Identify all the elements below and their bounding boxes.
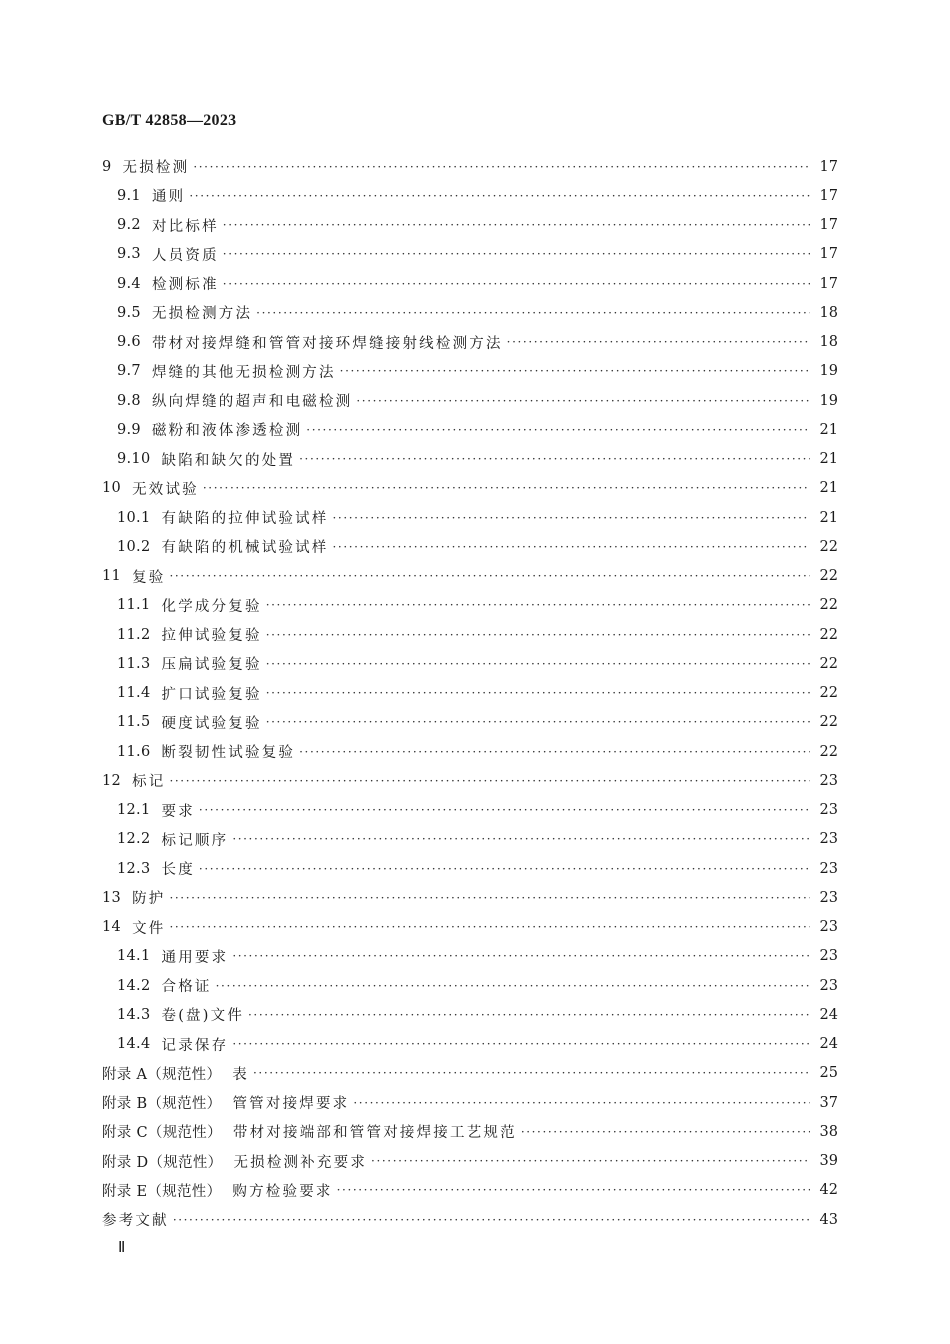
toc-entry-number: 9.5	[117, 304, 141, 321]
toc-entry-page: 24	[819, 1006, 838, 1023]
toc-entry-number: 9	[102, 158, 112, 175]
toc-entry-title: 有缺陷的机械试验试样	[161, 540, 329, 557]
toc-entry[interactable]	[102, 445, 838, 474]
dot-leader	[306, 423, 810, 437]
toc-entry-title: 扩口试验复验	[161, 686, 262, 703]
toc-entry-number: 附录 A（规范性）	[102, 1066, 222, 1083]
toc-entry[interactable]	[102, 620, 838, 649]
toc-entry[interactable]	[102, 708, 838, 737]
toc-entry-title: 断裂韧性试验复验	[161, 745, 296, 762]
toc-entry-title: 防护	[132, 891, 166, 908]
toc-entry-title: 通用要求	[161, 949, 229, 966]
dot-leader	[203, 481, 810, 495]
toc-entry[interactable]	[102, 1088, 838, 1117]
dot-leader	[193, 160, 810, 174]
dot-leader	[199, 803, 810, 817]
toc-entry-number: 附录 D（规范性）	[102, 1154, 223, 1171]
toc-entry-page: 22	[819, 655, 838, 672]
toc-entry-page: 21	[819, 451, 838, 468]
toc-entry[interactable]	[102, 357, 838, 386]
toc-entry-number: 11.6	[117, 743, 151, 760]
toc-entry-page: 17	[819, 246, 838, 263]
toc-entry[interactable]	[102, 591, 838, 620]
toc-entry-title: 化学成分复验	[161, 598, 262, 615]
toc-entry[interactable]	[102, 386, 838, 415]
toc-entry-page: 22	[819, 568, 838, 585]
toc-entry-number: 9.4	[117, 275, 141, 292]
toc-entry-page: 39	[819, 1153, 838, 1170]
toc-entry[interactable]	[102, 269, 838, 298]
toc-entry-page: 23	[819, 977, 838, 994]
toc-entry[interactable]	[102, 1000, 838, 1029]
toc-entry-number: 附录 B（规范性）	[102, 1096, 222, 1113]
dot-leader	[266, 657, 810, 671]
toc-entry-page: 23	[819, 772, 838, 789]
toc-entry-number: 9.8	[117, 392, 141, 409]
page-number: Ⅱ	[118, 1240, 126, 1256]
toc-entry-page: 22	[819, 714, 838, 731]
dot-leader	[299, 452, 810, 466]
toc-entry-page: 23	[819, 948, 838, 965]
dot-leader	[189, 189, 810, 203]
dot-leader	[333, 511, 811, 525]
toc-entry[interactable]	[102, 532, 838, 561]
toc-entry-page: 23	[819, 802, 838, 819]
toc-entry-title: 无损检测补充要求	[233, 1154, 368, 1171]
toc-entry-number: 附录 E（规范性）	[102, 1183, 222, 1200]
dot-leader	[266, 628, 810, 642]
toc-entry-title: 卷(盘)文件	[161, 1008, 245, 1025]
dot-leader	[199, 862, 810, 876]
toc-entry-number: 11	[102, 568, 122, 585]
toc-entry-title: 购方检验要求	[232, 1183, 333, 1200]
toc-entry[interactable]	[102, 679, 838, 708]
dot-leader	[266, 715, 810, 729]
toc-entry-page: 22	[819, 685, 838, 702]
toc-entry[interactable]	[102, 503, 838, 532]
toc-entry[interactable]	[102, 942, 838, 971]
toc-entry-number: 11.5	[117, 714, 151, 731]
toc-entry-page: 19	[819, 392, 838, 409]
toc-entry-page: 22	[819, 743, 838, 760]
dot-leader	[371, 1154, 810, 1168]
toc-entry[interactable]	[102, 298, 838, 327]
toc-entry-title: 对比标样	[151, 218, 219, 235]
toc-entry-number: 14.2	[117, 977, 151, 994]
toc-entry-page: 21	[819, 509, 838, 526]
toc-entry[interactable]	[102, 1059, 838, 1088]
dot-leader	[337, 1183, 810, 1197]
dot-leader	[173, 1213, 810, 1227]
toc-entry-number: 14.3	[117, 1006, 151, 1023]
toc-entry-page: 18	[819, 304, 838, 321]
toc-entry-title: 硬度试验复验	[161, 715, 262, 732]
dot-leader	[232, 949, 810, 963]
dot-leader	[340, 364, 810, 378]
toc-entry-number: 9.9	[117, 421, 141, 438]
toc-entry-number: 12.1	[117, 802, 151, 819]
toc-entry-title: 长度	[161, 862, 195, 879]
toc-entry-page: 19	[819, 363, 838, 380]
toc-entry-title: 焊缝的其他无损检测方法	[151, 364, 336, 381]
toc-entry-title: 标记	[132, 774, 166, 791]
toc-entry-title: 文件	[132, 920, 166, 937]
dot-leader	[256, 306, 810, 320]
dot-leader	[169, 774, 810, 788]
toc-entry[interactable]	[102, 240, 838, 269]
toc-entry-page: 17	[819, 187, 838, 204]
toc-entry-page: 23	[819, 831, 838, 848]
dot-leader	[333, 540, 811, 554]
toc-entry-page: 24	[819, 1036, 838, 1053]
dot-leader	[169, 920, 810, 934]
toc-entry[interactable]	[102, 1030, 838, 1059]
toc-entry-number: 9.6	[117, 334, 141, 351]
toc-entry-title: 通则	[151, 189, 186, 206]
toc-entry-title: 带材对接焊缝和管管对接环焊缝接射线检测方法	[151, 335, 503, 352]
toc-entry-number: 14.4	[117, 1036, 151, 1053]
toc-entry-page: 22	[819, 538, 838, 555]
toc-entry-page: 18	[819, 334, 838, 351]
toc-entry-title: 无效试验	[132, 481, 199, 498]
dot-leader	[223, 277, 810, 291]
dot-leader	[169, 891, 810, 905]
toc-entry-page: 17	[819, 275, 838, 292]
toc-entry[interactable]	[102, 766, 838, 795]
toc-entry-number: 9.10	[117, 451, 151, 468]
toc-entry-number: 12.3	[117, 860, 151, 877]
toc-entry-title: 带材对接端部和管管对接焊接工艺规范	[232, 1125, 517, 1142]
toc-entry[interactable]	[102, 1205, 838, 1234]
toc-entry[interactable]	[102, 913, 838, 942]
toc-entry-title: 人员资质	[151, 247, 219, 264]
dot-leader	[266, 598, 810, 612]
toc-entry[interactable]	[102, 796, 838, 825]
toc-entry-number: 14	[102, 919, 122, 936]
toc-entry-page: 43	[819, 1211, 838, 1228]
toc-entry-number: 11.2	[117, 626, 151, 643]
toc-entry-page: 23	[819, 919, 838, 936]
dot-leader	[266, 686, 810, 700]
toc-entry[interactable]	[102, 328, 838, 357]
toc-entry-title: 标记顺序	[161, 832, 229, 849]
toc-entry[interactable]	[102, 415, 838, 444]
toc-entry-page: 23	[819, 889, 838, 906]
toc-entry[interactable]	[102, 825, 838, 854]
toc-entry-title: 纵向焊缝的超声和电磁检测	[151, 394, 353, 411]
toc-entry[interactable]	[102, 152, 838, 181]
toc-entry-page: 23	[819, 860, 838, 877]
toc-entry-page: 37	[819, 1094, 838, 1111]
toc-entry-number: 12	[102, 772, 122, 789]
toc-entry-title: 无损检测方法	[151, 306, 253, 323]
toc-entry-number: 10	[102, 480, 122, 497]
dot-leader	[299, 745, 810, 759]
toc-entry-number: 附录 C（规范性）	[102, 1125, 222, 1142]
toc-entry-page: 21	[819, 480, 838, 497]
toc-entry-number: 9.3	[117, 246, 141, 263]
toc-entry[interactable]	[102, 474, 838, 503]
toc-entry-number: 11.3	[117, 655, 151, 672]
toc-entry[interactable]	[102, 854, 838, 883]
toc-entry[interactable]	[102, 649, 838, 678]
toc-entry[interactable]	[102, 181, 838, 210]
dot-leader	[169, 569, 810, 583]
toc-entry-title: 拉伸试验复验	[161, 628, 262, 645]
toc-entry-page: 17	[819, 158, 838, 175]
table-of-contents	[102, 152, 838, 1234]
toc-entry-number: 9.7	[117, 363, 141, 380]
dot-leader	[223, 247, 810, 261]
toc-entry-title: 检测标准	[151, 277, 219, 294]
toc-entry[interactable]	[102, 1147, 838, 1176]
toc-entry-number: 10.1	[117, 509, 151, 526]
toc-entry-title: 表	[232, 1066, 249, 1083]
toc-entry[interactable]	[102, 737, 838, 766]
toc-entry-page: 22	[819, 626, 838, 643]
toc-entry-title: 记录保存	[161, 1037, 229, 1054]
dot-leader	[356, 394, 810, 408]
toc-entry-title: 要求	[161, 803, 195, 820]
toc-entry-title: 压扁试验复验	[161, 657, 262, 674]
toc-entry-title: 无损检测	[122, 160, 190, 177]
toc-entry[interactable]	[102, 211, 838, 240]
toc-entry-page: 17	[819, 217, 838, 234]
toc-entry[interactable]	[102, 971, 838, 1000]
toc-entry-number: 11.4	[117, 685, 151, 702]
toc-entry-page: 21	[819, 421, 838, 438]
toc-entry[interactable]	[102, 1117, 838, 1146]
toc-entry-title: 参考文献	[102, 1213, 169, 1230]
toc-entry-number: 9.2	[117, 217, 141, 234]
toc-entry-number: 9.1	[117, 187, 141, 204]
toc-entry-number: 11.1	[117, 597, 151, 614]
toc-entry-title: 合格证	[161, 979, 212, 996]
dot-leader	[521, 1125, 810, 1139]
toc-entry[interactable]	[102, 883, 838, 912]
dot-leader	[253, 1066, 810, 1080]
toc-entry-title: 缺陷和缺欠的处置	[161, 452, 296, 469]
document-code: GB/T 42858—2023	[102, 112, 237, 129]
toc-entry-page: 38	[819, 1123, 838, 1140]
dot-leader	[248, 1008, 810, 1022]
toc-entry-number: 12.2	[117, 831, 151, 848]
toc-entry-title: 有缺陷的拉伸试验试样	[161, 511, 329, 528]
toc-entry-page: 22	[819, 597, 838, 614]
toc-entry-page: 25	[819, 1065, 838, 1082]
toc-entry-title: 复验	[132, 569, 166, 586]
toc-entry[interactable]	[102, 1176, 838, 1205]
toc-entry-page: 42	[819, 1182, 838, 1199]
dot-leader	[223, 218, 810, 232]
dot-leader	[232, 1037, 810, 1051]
dot-leader	[353, 1096, 810, 1110]
toc-entry-number: 10.2	[117, 538, 151, 555]
dot-leader	[507, 335, 810, 349]
toc-entry-number: 13	[102, 889, 122, 906]
toc-entry-title: 管管对接焊要求	[232, 1096, 350, 1113]
toc-entry-number: 14.1	[117, 948, 151, 965]
dot-leader	[216, 979, 810, 993]
toc-entry[interactable]	[102, 562, 838, 591]
toc-entry-title: 磁粉和液体渗透检测	[151, 423, 303, 440]
dot-leader	[232, 832, 810, 846]
